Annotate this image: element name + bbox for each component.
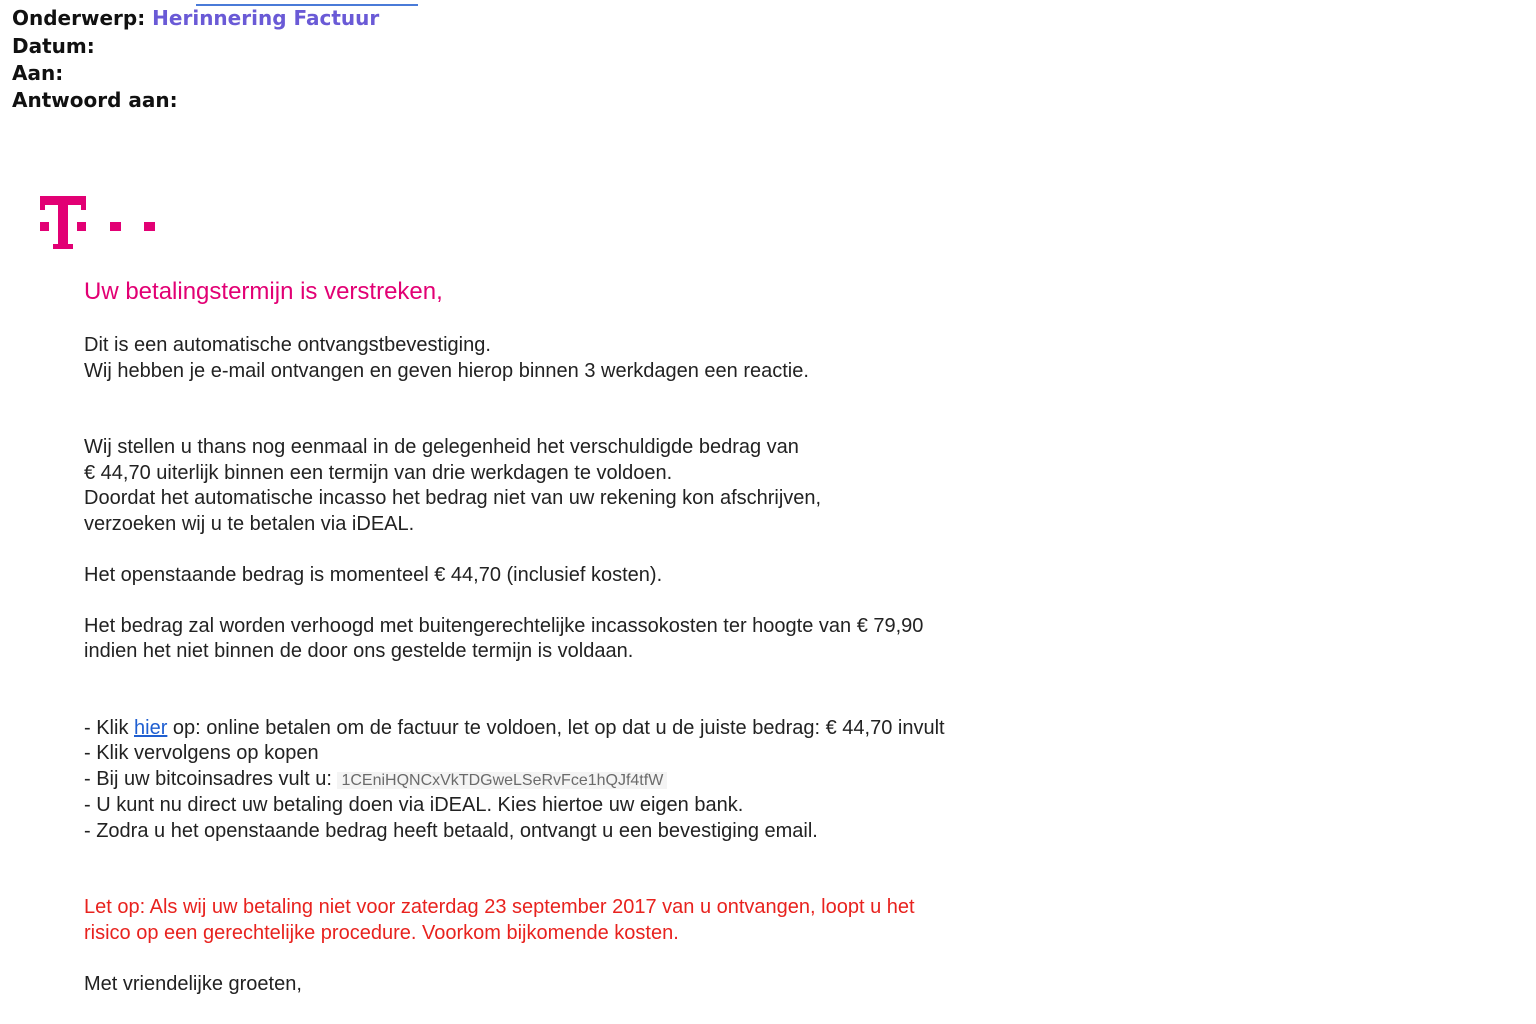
to-row: [12, 61, 63, 85]
bitcoin-address: 1CEniHQNCxVkTDGweLSeRvFce1hQJf4tfW: [337, 772, 667, 789]
step-1-suffix: op: online betalen om de factuur te voldoen, let op dat u de juiste bedrag: € 44,70 invult: [167, 716, 945, 739]
date-label: Datum:: [12, 34, 95, 58]
step-2: - Klik vervolgens op kopen: [84, 742, 319, 764]
closing: Met vriendelijke groeten,: [84, 972, 302, 995]
reply-to-label: Antwoord aan:: [12, 88, 178, 112]
warning-line-1: Let op: Als wij uw betaling niet voor zaterdag 23 september 2017 van u ontvangen, loopt u het: [84, 896, 915, 918]
date-row: [12, 34, 95, 58]
email-body: [84, 278, 1084, 997]
step-5: - Zodra u het openstaande bedrag heeft betaald, ontvangt u een bevestiging email.: [84, 819, 818, 842]
telekom-t-logo-icon: [38, 194, 168, 254]
spacer: [84, 537, 1084, 563]
outstanding-amount-line: Het openstaande bedrag is momenteel € 44,70 (inclusief kosten).: [84, 563, 663, 586]
step-4: - U kunt nu direct uw betaling doen via iDEAL. Kies hiertoe uw eigen bank.: [84, 794, 744, 816]
greeting: Uw betalingstermijn is verstreken,: [84, 278, 443, 305]
intro-line-2: Wij hebben je e-mail ontvangen en geven hierop binnen 3 werkdagen een reactie.: [84, 359, 809, 382]
subject-value: Herinnering Factuur: [152, 6, 380, 30]
step-3-prefix: - Bij uw bitcoinsadres vult u:: [84, 767, 338, 790]
step-3: [84, 767, 1084, 794]
spacer: [84, 844, 1084, 895]
to-label: Aan:: [12, 61, 64, 85]
spacer: [84, 946, 1084, 972]
spacer: [84, 665, 1084, 716]
step-1: [84, 716, 1084, 742]
subject-row: [12, 6, 379, 30]
spacer: [84, 384, 1084, 435]
para3-line-2: indien het niet binnen de door ons gestelde termijn is voldaan.: [84, 640, 634, 662]
subject-label: Onderwerp:: [12, 6, 146, 30]
warning-line-2: risico op een gerechtelijke procedure. Voorkom bijkomende kosten.: [84, 921, 679, 944]
reply-to-row: [12, 88, 178, 112]
intro-line-1: Dit is een automatische ontvangstbevestiging.: [84, 334, 491, 356]
para1-line-3: Doordat het automatische incasso het bedrag niet van uw rekening kon afschrijven,: [84, 487, 822, 509]
para1-line-1: Wij stellen u thans nog eenmaal in de gelegenheid het verschuldigde bedrag van: [84, 436, 799, 458]
spacer: [84, 588, 1084, 614]
pay-here-link[interactable]: hier: [134, 716, 168, 739]
step-1-prefix: - Klik: [84, 716, 134, 739]
para1-line-2: € 44,70 uiterlijk binnen een termijn van drie werkdagen te voldoen.: [84, 461, 673, 484]
para3-line-1: Het bedrag zal worden verhoogd met buitengerechtelijke incassokosten ter hoogte van € 79,90: [84, 614, 924, 637]
para1-line-4: verzoeken wij u te betalen via iDEAL.: [84, 512, 415, 535]
